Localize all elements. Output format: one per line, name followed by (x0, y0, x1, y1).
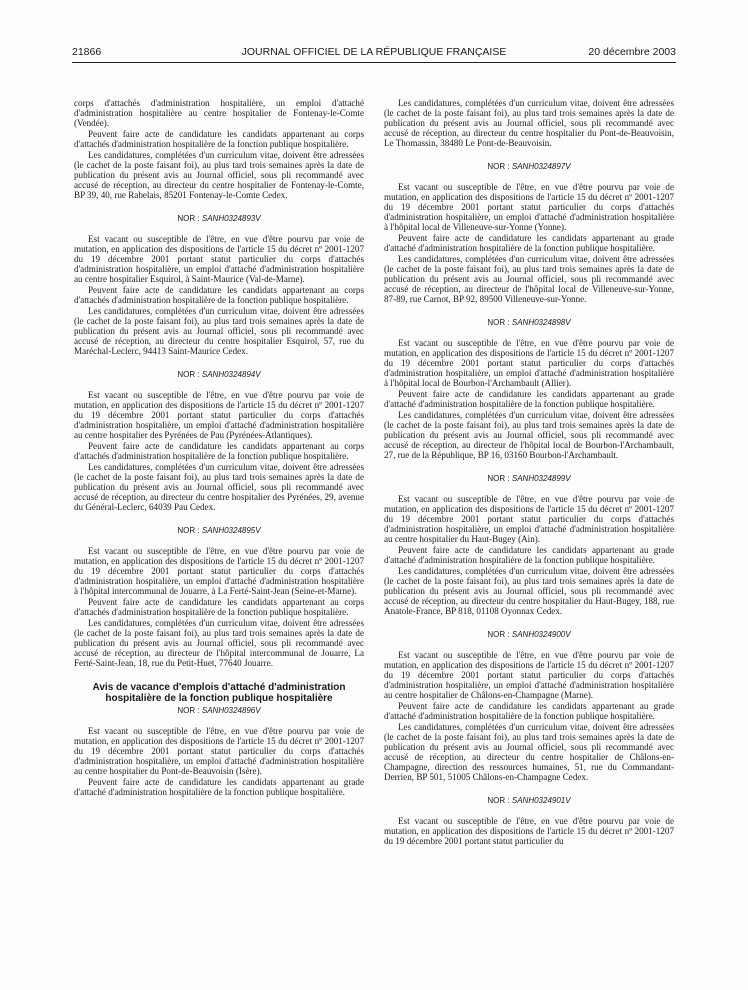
nor-label: NOR : (487, 162, 510, 171)
nor-code: SANH0324894V (201, 370, 261, 379)
nor-code: SANH0324899V (511, 474, 571, 483)
issue-date: 20 décembre 2003 (588, 46, 676, 58)
nor-code: SANH0324893V (201, 214, 261, 223)
nor-label: NOR : (487, 630, 510, 639)
journal-title: JOURNAL OFFICIEL DE LA RÉPUBLIQUE FRANÇAISE (241, 46, 507, 58)
paragraph: Peuvent faire acte de candidature les candidats appartenant au grade d'attaché d'administration hospitalière de la fonction publique hospitalière. (74, 777, 364, 797)
left-column (74, 98, 364, 797)
paragraph: Est vacant ou susceptible de l'être, en vue d'être pourvu par voie de mutation, en application des dispositions de l'article 15 du décret nº 2001-1207 du 19 décembre 2001 portant statut particulier du (384, 816, 674, 846)
nor-reference (74, 370, 364, 380)
page-number: 21866 (72, 46, 102, 58)
paragraph: Est vacant ou susceptible de l'être, en vue d'être pourvu par voie de mutation, en application des dispositions de l'article 15 du décret nº 2001-1207 du 19 décembre 2001 portant statut particulier du corps d'attachés d'administration hospitalière, un emploi d'attaché d'administration hospitalière au centre hospitalier du Haut-Bugey (Ain). (384, 494, 674, 544)
right-column (384, 98, 674, 846)
section-heading: Avis de vacance d'emplois d'attaché d'administration hospitalière de la fonction publique hospitalière (92, 682, 346, 704)
paragraph: Les candidatures, complétées d'un curriculum vitae, doivent être adressées (le cachet de la poste faisant foi), au plus tard trois semaines après la date de publication du présent avis au Journal officiel, sous pli recommandé avec accusé de réception, au directeur du centre hospitalier de Châlons-en-Champagne, direction des ressources humaines, 51, rue du Commandant-Derrien, BP 501, 51005 Châlons-en-Champagne Cedex. (384, 722, 674, 782)
paragraph: Les candidatures, complétées d'un curriculum vitae, doivent être adressées (le cachet de la poste faisant foi), au plus tard trois semaines après la date de publication du présent avis au Journal officiel, sous pli recommandé avec accusé de réception, au directeur du centre hospitalier de Fontenay-le-Comte, BP 39, 40, rue Rabelais, 85201 Fontenay-le-Comte Cedex. (74, 150, 364, 200)
nor-label: NOR : (487, 474, 510, 483)
nor-label: NOR : (177, 706, 200, 715)
nor-code: SANH0324897V (511, 162, 571, 171)
paragraph: Est vacant ou susceptible de l'être, en vue d'être pourvu par voie de mutation, en application des dispositions de l'article 15 du décret nº 2001-1207 du 19 décembre 2001 portant statut particulier du corps d'attachés d'administration hospitalière, un emploi d'attaché d'administration hospitalière à l'hôpital local de Villeneuve-sur-Yonne (Yonne). (384, 182, 674, 232)
nor-code: SANH0324901V (511, 796, 571, 805)
paragraph: Est vacant ou susceptible de l'être, en vue d'être pourvu par voie de mutation, en application des dispositions de l'article 15 du décret nº 2001-1207 du 19 décembre 2001 portant statut particulier du corps d'attachés d'administration hospitalière, un emploi d'attaché d'administration hospitalière au centre hospitalier Esquirol, à Saint-Maurice (Val-de-Marne). (74, 234, 364, 284)
paragraph: Est vacant ou susceptible de l'être, en vue d'être pourvu par voie de mutation, en application des dispositions de l'article 15 du décret nº 2001-1207 du 19 décembre 2001 portant statut particulier du corps d'attachés d'administration hospitalière, un emploi d'attaché d'administration hospitalière à l'hôpital local de Bourbon-l'Archambault (Allier). (384, 338, 674, 388)
paragraph: Les candidatures, complétées d'un curriculum vitae, doivent être adressées (le cachet de la poste faisant foi), au plus tard trois semaines après la date de publication du présent avis au Journal officiel, sous pli recommandé avec accusé de réception, au directeur de l'hôpital local de Bourbon-l'Archambault, 27, rue de la République, BP 16, 03160 Bourbon-l'Archambault. (384, 410, 674, 460)
paragraph: Les candidatures, complétées d'un curriculum vitae, doivent être adressées (le cachet de la poste faisant foi), au plus tard trois semaines après la date de publication du présent avis au Journal officiel, sous pli recommandé avec accusé de réception, au directeur du centre hospitalier Esquirol, 57, rue du Maréchal-Leclerc, 94413 Saint-Maurice Cedex. (74, 306, 364, 356)
nor-code: SANH0324895V (201, 526, 261, 535)
paragraph: Est vacant ou susceptible de l'être, en vue d'être pourvu par voie de mutation, en application des dispositions de l'article 15 du décret nº 2001-1207 du 19 décembre 2001 portant statut particulier du corps d'attachés d'administration hospitalière, un emploi d'attaché d'administration hospitalière au centre hospitalier des Pyrénées de Pau (Pyrénées-Atlantiques). (74, 390, 364, 440)
nor-label: NOR : (177, 214, 200, 223)
nor-code: SANH0324900V (511, 630, 571, 639)
nor-label: NOR : (177, 370, 200, 379)
nor-label: NOR : (487, 796, 510, 805)
nor-label: NOR : (487, 318, 510, 327)
nor-reference (384, 162, 674, 172)
paragraph: Les candidatures, complétées d'un curriculum vitae, doivent être adressées (le cachet de la poste faisant foi), au plus tard trois semaines après la date de publication du présent avis au Journal officiel, sous pli recommandé avec accusé de réception, au directeur de l'hôpital local de Villeneuve-sur-Yonne, 87-89, rue Carnot, BP 92, 89500 Villeneuve-sur-Yonne. (384, 254, 674, 304)
nor-reference (74, 706, 364, 716)
paragraph: Peuvent faire acte de candidature les candidats appartenant au grade d'attaché d'administration hospitalière de la fonction publique hospitalière. (384, 545, 674, 565)
nor-reference (74, 526, 364, 536)
paragraph: Peuvent faire acte de candidature les candidats appartenant au corps d'attachés d'administration hospitalière de la fonction publique hospitalière. (74, 597, 364, 617)
paragraph: Les candidatures, complétées d'un curriculum vitae, doivent être adressées (le cachet de la poste faisant foi), au plus tard trois semaines après la date de publication du présent avis au Journal officiel, sous pli recommandé avec accusé de réception, au directeur de l'hôpital intercommunal de Jouarre, La Ferté-Saint-Jean, 18, rue du Petit-Huet, 77640 Jouarre. (74, 618, 364, 668)
nor-code: SANH0324896V (201, 706, 261, 715)
nor-reference (384, 796, 674, 806)
paragraph: corps d'attachés d'administration hospitalière, un emploi d'attaché d'administration hospitalière au centre hospitalier de Fontenay-le-Comte (Vendée). (74, 98, 364, 128)
paragraph: Peuvent faire acte de candidature les candidats appartenant au corps d'attachés d'administration hospitalière de la fonction publique hospitalière. (74, 285, 364, 305)
nor-label: NOR : (177, 526, 200, 535)
paragraph: Peuvent faire acte de candidature les candidats appartenant au grade d'attaché d'administration hospitalière de la fonction publique hospitalière. (384, 233, 674, 253)
paragraph: Est vacant ou susceptible de l'être, en vue d'être pourvu par voie de mutation, en application des dispositions de l'article 15 du décret nº 2001-1207 du 19 décembre 2001 portant statut particulier du corps d'attachés d'administration hospitalière, un emploi d'attaché d'administration hospitalière au centre hospitalier du Pont-de-Beauvoisin (Isère). (74, 726, 364, 776)
nor-reference (384, 474, 674, 484)
nor-reference (384, 318, 674, 328)
header-rule (72, 62, 676, 63)
paragraph: Peuvent faire acte de candidature les candidats appartenant au corps d'attachés d'administration hospitalière de la fonction publique hospitalière. (74, 441, 364, 461)
paragraph: Peuvent faire acte de candidature les candidats appartenant au grade d'attaché d'administration hospitalière de la fonction publique hospitalière. (384, 389, 674, 409)
nor-reference (384, 630, 674, 640)
paragraph: Peuvent faire acte de candidature les candidats appartenant au corps d'attachés d'administration hospitalière de la fonction publique hospitalière. (74, 129, 364, 149)
paragraph: Les candidatures, complétées d'un curriculum vitae, doivent être adressées (le cachet de la poste faisant foi), au plus tard trois semaines après la date de publication du présent avis au Journal officiel, sous pli recommandé avec accusé de réception, au directeur du centre hospitalier du Pont-de-Beauvoisin, Le Thomassin, 38480 Le Pont-de-Beauvoisin. (384, 98, 674, 148)
paragraph: Est vacant ou susceptible de l'être, en vue d'être pourvu par voie de mutation, en application des dispositions de l'article 15 du décret nº 2001-1207 du 19 décembre 2001 portant statut particulier du corps d'attachés d'administration hospitalière, un emploi d'attaché d'administration hospitalière à l'hôpital intercommunal de Jouarre, à La Ferté-Saint-Jean (Seine-et-Marne). (74, 546, 364, 596)
paragraph: Est vacant ou susceptible de l'être, en vue d'être pourvu par voie de mutation, en application des dispositions de l'article 15 du décret nº 2001-1207 du 19 décembre 2001 portant statut particulier du corps d'attachés d'administration hospitalière, un emploi d'attaché d'administration hospitalière au centre hospitalier de Châlons-en-Champagne (Marne). (384, 650, 674, 700)
paragraph: Les candidatures, complétées d'un curriculum vitae, doivent être adressées (le cachet de la poste faisant foi), au plus tard trois semaines après la date de publication du présent avis au Journal officiel, sous pli recommandé avec accusé de réception, au directeur du centre hospitalier des Pyrénées, 29, avenue du Général-Leclerc, 64039 Pau Cedex. (74, 462, 364, 512)
nor-reference (74, 214, 364, 224)
page-header (72, 46, 676, 62)
paragraph: Peuvent faire acte de candidature les candidats appartenant au grade d'attaché d'administration hospitalière de la fonction publique hospitalière. (384, 701, 674, 721)
paragraph: Les candidatures, complétées d'un curriculum vitae, doivent être adressées (le cachet de la poste faisant foi), au plus tard trois semaines après la date de publication du présent avis au Journal officiel, sous pli recommandé avec accusé de réception, au directeur du centre hospitalier du Haut-Bugey, 188, rue Anatole-France, BP 818, 01108 Oyonnax Cedex. (384, 566, 674, 616)
nor-code: SANH0324898V (511, 318, 571, 327)
